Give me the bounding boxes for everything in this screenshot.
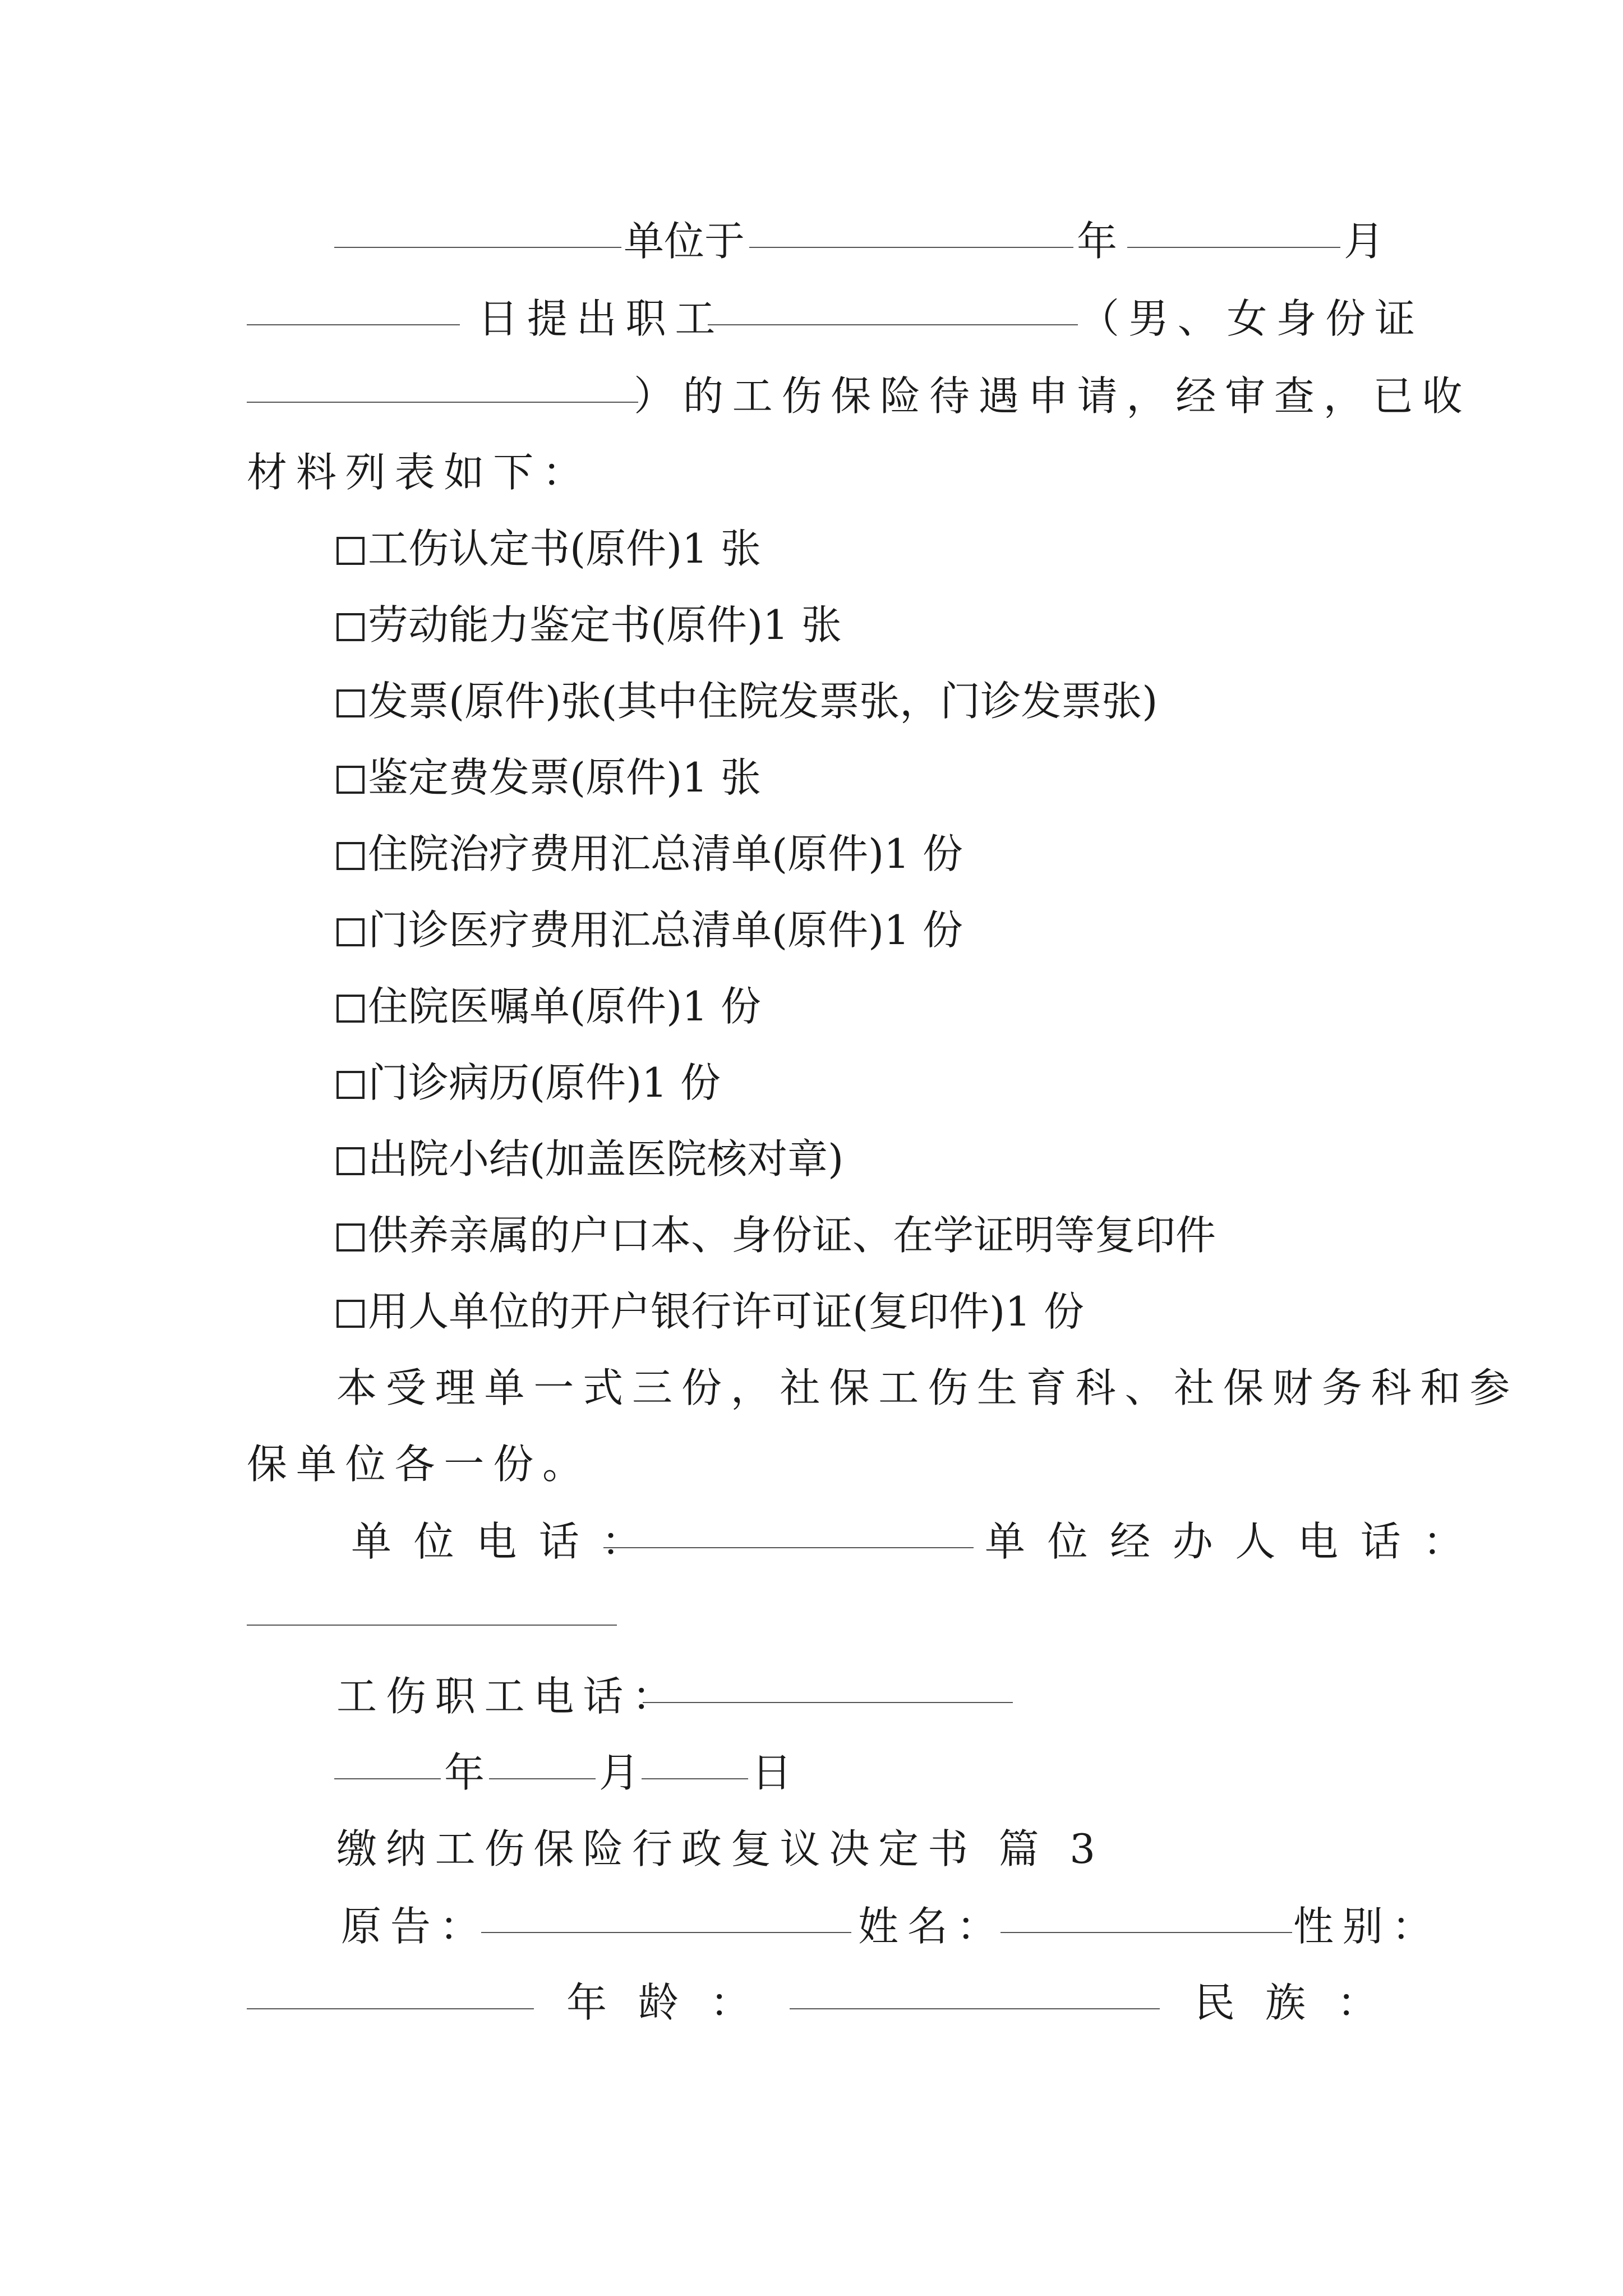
plaintiff-line [0,1899,1623,1953]
date-day-blank [642,1778,748,1779]
checkbox-icon[interactable] [336,1223,365,1251]
checklist-item [0,1285,1623,1338]
intro-line-3 [0,369,1623,423]
name-field[interactable] [1000,1932,1292,1933]
date-year-blank [334,1778,441,1779]
checklist-item [0,674,1623,728]
checkbox-icon[interactable] [336,842,365,870]
checkbox-icon[interactable] [336,1300,365,1328]
checklist-item-label: 门诊医疗费用汇总清单(原件)1 份 [368,907,963,954]
date-day-label: 日 [751,1749,792,1796]
intro-line-1 [0,214,1623,268]
plaintiff-label: 原告： [341,1903,489,1950]
age-field[interactable] [790,2008,1160,2009]
month-label: 月 [1344,218,1385,265]
checklist-item-label: 劳动能力鉴定书(原件)1 张 [368,601,842,648]
gender-id-text: （男、女身份证 [1079,295,1424,342]
age-label-colon: ： [710,1979,751,2026]
date-month-label: 月 [599,1749,640,1796]
plaintiff-field[interactable] [481,1932,851,1933]
checkbox-icon[interactable] [336,995,365,1023]
year-blank [749,247,1073,248]
checkbox-icon[interactable] [336,613,365,641]
note-line-2 [0,1437,1623,1491]
ethnicity-label-colon: ： [1337,1979,1378,2026]
ethnicity-label-char-1: 民 [1195,1979,1235,2026]
handler-phone-label: 单位经办人电话： [985,1518,1486,1565]
gender-field[interactable] [247,2008,534,2009]
checklist-item [0,751,1623,804]
age-ethnicity-line [0,1976,1623,2030]
checklist-item-label: 住院医嘱单(原件)1 份 [368,983,761,1030]
checkbox-icon[interactable] [336,537,365,565]
note-line-1 [0,1361,1623,1415]
age-label-char-2: 龄 [638,1979,679,2026]
worker-phone-label: 工伤职工电话： [336,1673,681,1720]
day-blank [247,324,460,325]
checklist-item-label: 门诊病历(原件)1 份 [368,1059,721,1106]
worker-phone-field[interactable] [643,1702,1013,1703]
checklist-item [0,1132,1623,1186]
checklist-item-label: 工伤认定书(原件)1 张 [368,525,761,572]
phone-line [0,1515,1623,1568]
checklist-item-label: 发票(原件)张(其中住院发票张，门诊发票张) [368,678,1158,725]
id-number-blank [247,402,638,403]
ethnicity-label-char-2: 族 [1265,1979,1306,2026]
checklist-item-label: 出院小结(加盖医院核对章) [368,1135,844,1182]
day-submitted-text: 日提出职工 [478,295,725,342]
unit-phone-field[interactable] [603,1547,974,1548]
unit-name-blank [334,247,621,248]
intro-line-2 [0,292,1623,346]
note-text-2: 保单位各一份。 [247,1441,592,1488]
gender-label: 性别： [1293,1903,1441,1950]
claim-reviewed-text: ）的工伤保险待遇申请，经审查，已收 [634,372,1472,420]
month-blank [1127,247,1340,248]
year-label: 年 [1077,218,1118,265]
date-year-label: 年 [444,1749,485,1796]
handler-phone-line [0,1592,1623,1646]
checklist-item [0,1208,1623,1262]
checkbox-icon[interactable] [336,1071,365,1099]
checklist-item [0,903,1623,957]
checklist-item [0,979,1623,1033]
note-text-1: 本受理单一式三份，社保工伤生育科、社保财务科和参 [336,1364,1519,1411]
intro-line-4 [0,445,1623,499]
checklist-item-label: 住院治疗费用汇总清单(原件)1 份 [368,830,963,877]
checkbox-icon[interactable] [336,918,365,946]
handler-phone-field[interactable] [247,1625,617,1626]
checkbox-icon[interactable] [336,766,365,794]
name-label: 姓名： [858,1903,1006,1950]
checklist-item [0,598,1623,652]
date-month-blank [489,1778,596,1779]
unit-phone-label: 单位电话： [351,1518,665,1565]
section-heading-line [0,1822,1623,1876]
checkbox-icon[interactable] [336,1147,365,1175]
checklist-item-label: 供养亲属的户口本、身份证、在学证明等复印件 [368,1212,1216,1259]
materials-list-text: 材料列表如下： [247,449,592,496]
checklist-item [0,522,1623,576]
checklist-item-label: 鉴定费发票(原件)1 张 [368,754,761,801]
worker-name-blank [708,324,1078,325]
worker-phone-line [0,1669,1623,1723]
age-label-char-1: 年 [566,1979,607,2026]
checklist-item-label: 用人单位的开户银行许可证(复印件)1 份 [368,1288,1084,1335]
checkbox-icon[interactable] [336,689,365,717]
checklist-item [0,1056,1623,1110]
date-line [0,1746,1623,1800]
section-heading: 缴纳工伤保险行政复议决定书 篇 3 [336,1825,1104,1872]
checklist-item [0,827,1623,881]
unit-at-text: 单位于 [624,218,745,265]
